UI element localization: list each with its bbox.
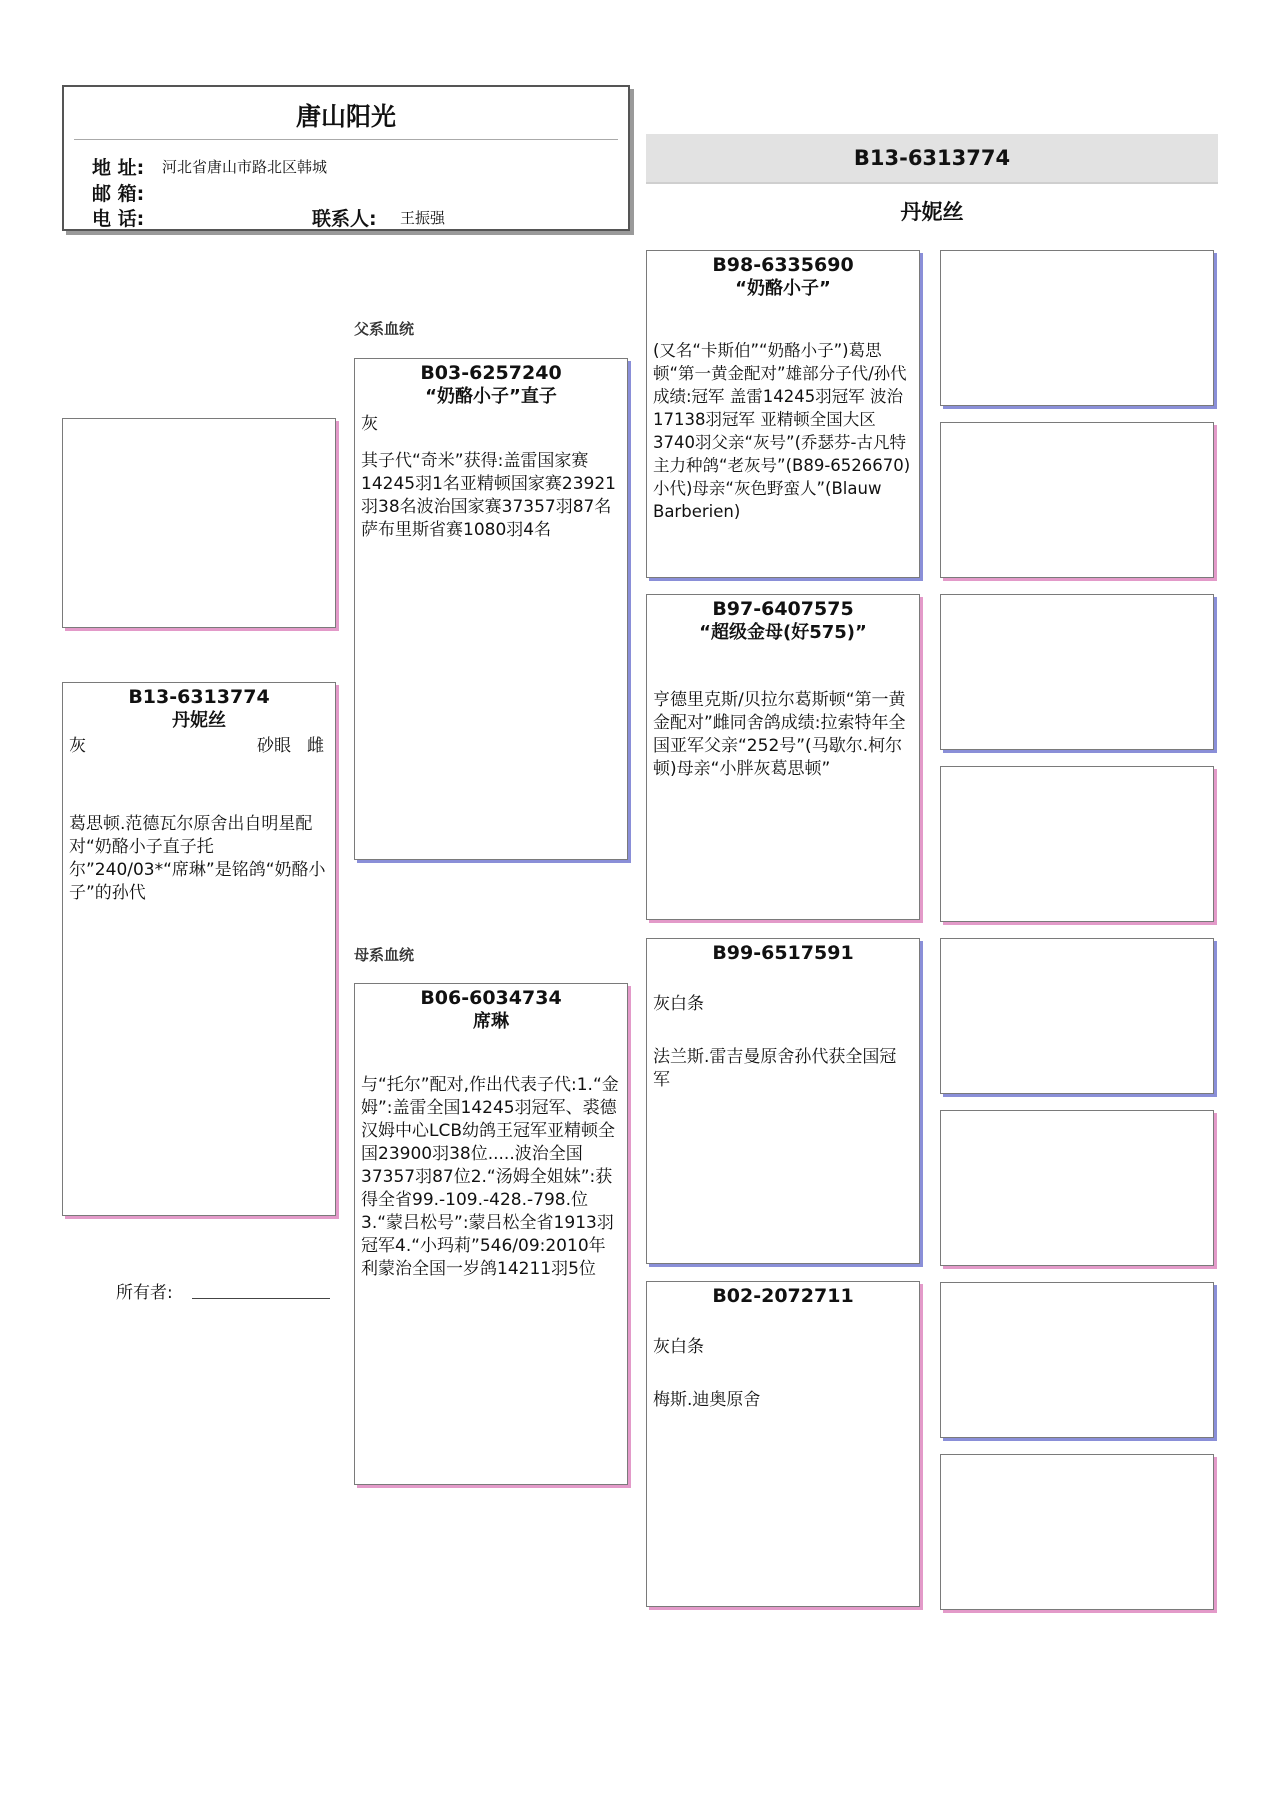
- sire-dam-name: “超级金母(好575)”: [699, 622, 867, 643]
- dam-dam-color: 灰白条: [653, 1337, 704, 1357]
- sire-sire-name: “奶酪小子”: [735, 278, 831, 299]
- sire-sire-notes: (又名“卡斯伯”“奶酪小子”)葛思顿“第一黄金配对”雄部分子代/孙代成绩:冠军 盖雷14245羽冠军 波治 17138羽冠军 亚精顿全国大区 3740羽父亲“灰号”(乔瑟芬-古凡特主力种鸽“老灰号”(B89-6526670)小代)母亲“灰色野蛮人”(Blauw Barberien): [653, 341, 911, 521]
- sire-notes: 其子代“奇米”获得:盖雷国家赛14245羽1名亚精顿国家赛23921羽38名波治国家赛37357羽87名萨布里斯省赛1080羽4名: [361, 451, 616, 540]
- subject-color: 灰: [69, 736, 86, 756]
- sire-dam-card: [646, 594, 920, 920]
- subject-name: 丹妮丝: [172, 710, 226, 731]
- ggp-box: [940, 250, 1214, 406]
- subject-eye: 砂眼: [257, 736, 291, 756]
- sire-color: 灰: [361, 414, 378, 434]
- address-value: 河北省唐山市路北区韩城: [162, 158, 328, 176]
- sire-sire-ring: B98-6335690: [712, 254, 854, 276]
- ggp-box: [940, 1454, 1214, 1610]
- dam-sire-color: 灰白条: [653, 994, 704, 1014]
- dam-dam-notes: 梅斯.迪奥原舍: [653, 1390, 761, 1410]
- dam-sire-notes: 法兰斯.雷吉曼原舍孙代获全国冠军: [653, 1047, 897, 1090]
- ggp-box: [940, 422, 1214, 578]
- owner-header: [62, 85, 630, 231]
- dam-dam-ring: B02-2072711: [712, 1285, 854, 1307]
- dam-dam-card: [646, 1281, 920, 1607]
- dam-sire-card: [646, 938, 920, 1264]
- owner-blank-line: [192, 1298, 330, 1299]
- dam-ring: B06-6034734: [420, 987, 562, 1009]
- photo-placeholder: [62, 418, 336, 628]
- ggp-box: [940, 766, 1214, 922]
- ggp-box: [940, 594, 1214, 750]
- title-name: 丹妮丝: [900, 200, 964, 224]
- sire-line-label: 父系血统: [354, 320, 415, 338]
- ggp-box: [940, 1110, 1214, 1266]
- phone-label: 电 话:: [92, 208, 145, 230]
- dam-card: [354, 983, 628, 1485]
- sire-name: “奶酪小子”直子: [425, 386, 557, 407]
- sire-dam-notes: 亨德里克斯/贝拉尔葛斯顿“第一黄金配对”雌同舍鸽成绩:拉索特年全国亚军父亲“252号”(马歇尔.柯尔顿)母亲“小胖灰葛思顿”: [653, 690, 906, 779]
- title-banner: [646, 134, 1218, 184]
- dam-notes: 与“托尔”配对,作出代表子代:1.“金姆”:盖雷全国14245羽冠军、裘德汉姆中心LCB幼鸽王冠军亚精顿全国23900羽38位.....波治全国37357羽87位2.“汤姆全姐妹”:获得全省99.-109.-428.-798.位3.“蒙吕松号”:蒙吕松全省1913羽冠军4.“小玛莉”546/09:2010年利蒙治全国一岁鸽14211羽5位: [361, 1075, 619, 1279]
- sire-card: [354, 358, 628, 860]
- sire-dam-ring: B97-6407575: [712, 598, 854, 620]
- subject-sex: 雌: [307, 736, 324, 756]
- sire-ring: B03-6257240: [420, 362, 562, 384]
- owner-label: 所有者:: [116, 1283, 173, 1303]
- mailbox-label: 邮 箱:: [92, 183, 145, 205]
- header-divider: [74, 139, 618, 140]
- dam-name: 席琳: [473, 1011, 509, 1032]
- dam-line-label: 母系血统: [354, 946, 415, 964]
- subject-ring: B13-6313774: [128, 686, 270, 708]
- sire-sire-card: [646, 250, 920, 578]
- subject-card: [62, 682, 336, 1216]
- subject-notes: 葛思顿.范德瓦尔原舍出自明星配对“奶酪小子直子托尔”240/03*“席琳”是铭鸽“奶酪小子”的孙代: [69, 814, 326, 903]
- address-label: 地 址:: [92, 157, 145, 179]
- ggp-box: [940, 938, 1214, 1094]
- dam-sire-ring: B99-6517591: [712, 942, 854, 964]
- title-ring: B13-6313774: [853, 146, 1011, 170]
- loft-name: 唐山阳光: [295, 102, 396, 131]
- contact-label: 联系人:: [312, 208, 377, 230]
- ggp-box: [940, 1282, 1214, 1438]
- contact-value: 王振强: [400, 209, 446, 227]
